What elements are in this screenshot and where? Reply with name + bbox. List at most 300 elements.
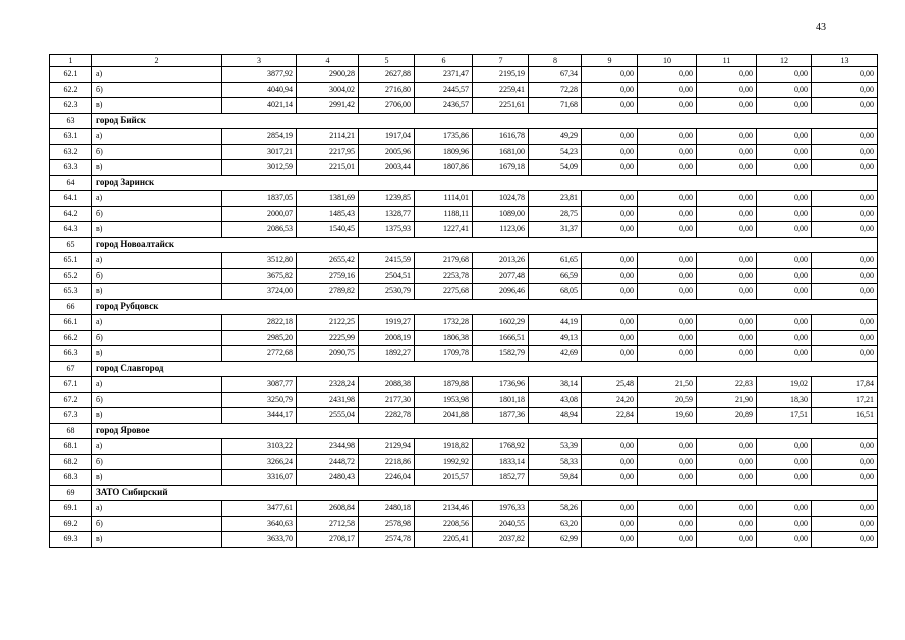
- table-cell: 0,00: [812, 67, 878, 83]
- section-id: 66: [50, 299, 92, 315]
- table-row: [50, 253, 878, 269]
- table-cell: 0,00: [757, 501, 812, 517]
- row-id: 65.2: [50, 268, 92, 284]
- table-cell: 2134,46: [415, 501, 473, 517]
- table-cell: 0,00: [582, 532, 638, 548]
- table-cell: 2415,59: [359, 253, 415, 269]
- row-id: 62.1: [50, 67, 92, 83]
- table-cell: 2985,20: [222, 330, 297, 346]
- row-id: 64.1: [50, 191, 92, 207]
- section-row: [50, 113, 878, 129]
- section-id: 68: [50, 423, 92, 439]
- column-header: 1: [50, 55, 92, 67]
- row-id: 66.1: [50, 315, 92, 331]
- table-cell: 0,00: [638, 284, 697, 300]
- table-cell: 0,00: [757, 346, 812, 362]
- table-cell: 0,00: [757, 268, 812, 284]
- table-cell: 0,00: [697, 532, 757, 548]
- table-cell: 1681,00: [473, 144, 529, 160]
- table-cell: 0,00: [697, 98, 757, 114]
- row-label: а): [92, 315, 222, 331]
- table-row: [50, 330, 878, 346]
- table-cell: 38,14: [529, 377, 582, 393]
- table-cell: 0,00: [638, 454, 697, 470]
- table-cell: 0,00: [812, 253, 878, 269]
- table-cell: 49,29: [529, 129, 582, 145]
- table-cell: 62,99: [529, 532, 582, 548]
- table-cell: 0,00: [757, 129, 812, 145]
- row-label: б): [92, 454, 222, 470]
- table-cell: 2991,42: [297, 98, 359, 114]
- table-cell: 2037,82: [473, 532, 529, 548]
- table-cell: 3087,77: [222, 377, 297, 393]
- column-header: 10: [638, 55, 697, 67]
- table-cell: 17,84: [812, 377, 878, 393]
- table-cell: 1328,77: [359, 206, 415, 222]
- table-cell: 0,00: [757, 67, 812, 83]
- table-cell: 2041,88: [415, 408, 473, 424]
- table-row: [50, 160, 878, 176]
- table-cell: 0,00: [697, 144, 757, 160]
- table-cell: 0,00: [697, 206, 757, 222]
- row-id: 63.1: [50, 129, 92, 145]
- table-cell: 3675,82: [222, 268, 297, 284]
- table-cell: 2789,82: [297, 284, 359, 300]
- table-cell: 1768,92: [473, 439, 529, 455]
- table-cell: 0,00: [638, 82, 697, 98]
- table-cell: 0,00: [697, 501, 757, 517]
- table-cell: 0,00: [812, 222, 878, 238]
- table-cell: 2225,99: [297, 330, 359, 346]
- section-row: [50, 237, 878, 253]
- row-id: 64.3: [50, 222, 92, 238]
- row-label: б): [92, 206, 222, 222]
- table-cell: 1852,77: [473, 470, 529, 486]
- table-cell: 1992,92: [415, 454, 473, 470]
- table-cell: 0,00: [812, 144, 878, 160]
- section-title: город Бийск: [92, 113, 878, 129]
- table-cell: 0,00: [757, 160, 812, 176]
- table-cell: 20,89: [697, 408, 757, 424]
- table-cell: 3512,80: [222, 253, 297, 269]
- table-cell: 1024,78: [473, 191, 529, 207]
- table-row: [50, 439, 878, 455]
- table-cell: 2015,57: [415, 470, 473, 486]
- table-cell: 59,84: [529, 470, 582, 486]
- table-cell: 0,00: [812, 532, 878, 548]
- table-cell: 2822,18: [222, 315, 297, 331]
- table-row: [50, 315, 878, 331]
- table-cell: 2008,19: [359, 330, 415, 346]
- table-cell: 2013,26: [473, 253, 529, 269]
- table-cell: 1732,28: [415, 315, 473, 331]
- table-cell: 4040,94: [222, 82, 297, 98]
- table-cell: 2555,04: [297, 408, 359, 424]
- table-row: [50, 532, 878, 548]
- table-cell: 0,00: [638, 98, 697, 114]
- table-cell: 2129,94: [359, 439, 415, 455]
- table-cell: 0,00: [812, 454, 878, 470]
- table-cell: 54,23: [529, 144, 582, 160]
- table-cell: 2077,48: [473, 268, 529, 284]
- table-cell: 20,59: [638, 392, 697, 408]
- table-cell: 2772,68: [222, 346, 297, 362]
- table-cell: 16,51: [812, 408, 878, 424]
- table-cell: 2246,04: [359, 470, 415, 486]
- column-header: 13: [812, 55, 878, 67]
- table-cell: 0,00: [582, 501, 638, 517]
- table-cell: 3724,00: [222, 284, 297, 300]
- table-cell: 0,00: [582, 222, 638, 238]
- table-cell: 0,00: [638, 191, 697, 207]
- row-label: а): [92, 253, 222, 269]
- table-row: [50, 268, 878, 284]
- table-cell: 2578,98: [359, 516, 415, 532]
- table-cell: 2275,68: [415, 284, 473, 300]
- table-cell: 0,00: [638, 330, 697, 346]
- table-cell: 2480,18: [359, 501, 415, 517]
- row-id: 67.2: [50, 392, 92, 408]
- table-row: [50, 377, 878, 393]
- table-cell: 43,08: [529, 392, 582, 408]
- table-cell: 0,00: [638, 222, 697, 238]
- table-cell: 1375,93: [359, 222, 415, 238]
- table-cell: 2480,43: [297, 470, 359, 486]
- table-cell: 2000,07: [222, 206, 297, 222]
- table-cell: 1801,18: [473, 392, 529, 408]
- row-label: а): [92, 439, 222, 455]
- row-label: а): [92, 191, 222, 207]
- table-cell: 2215,01: [297, 160, 359, 176]
- table-cell: 0,00: [638, 439, 697, 455]
- table-cell: 2179,68: [415, 253, 473, 269]
- table-cell: 0,00: [757, 206, 812, 222]
- table-cell: 2530,79: [359, 284, 415, 300]
- table-cell: 48,94: [529, 408, 582, 424]
- table-cell: 0,00: [697, 82, 757, 98]
- table-row: [50, 408, 878, 424]
- table-cell: 1709,78: [415, 346, 473, 362]
- table-cell: 61,65: [529, 253, 582, 269]
- row-label: б): [92, 516, 222, 532]
- table-cell: 1381,69: [297, 191, 359, 207]
- table-cell: 2208,56: [415, 516, 473, 532]
- row-id: 69.3: [50, 532, 92, 548]
- table-cell: 19,60: [638, 408, 697, 424]
- table-cell: 1735,86: [415, 129, 473, 145]
- table-cell: 3316,07: [222, 470, 297, 486]
- table-cell: 0,00: [582, 253, 638, 269]
- table-cell: 0,00: [697, 191, 757, 207]
- row-label: в): [92, 346, 222, 362]
- table-cell: 0,00: [638, 129, 697, 145]
- table-cell: 2712,58: [297, 516, 359, 532]
- row-id: 68.2: [50, 454, 92, 470]
- table-cell: 3877,92: [222, 67, 297, 83]
- table-cell: 1114,01: [415, 191, 473, 207]
- table-cell: 0,00: [757, 315, 812, 331]
- row-id: 65.3: [50, 284, 92, 300]
- table-cell: 1806,38: [415, 330, 473, 346]
- table-cell: 1833,14: [473, 454, 529, 470]
- table-cell: 44,19: [529, 315, 582, 331]
- column-header: 7: [473, 55, 529, 67]
- table-cell: 0,00: [697, 67, 757, 83]
- column-header: 2: [92, 55, 222, 67]
- table-cell: 0,00: [697, 222, 757, 238]
- section-id: 63: [50, 113, 92, 129]
- row-id: 62.3: [50, 98, 92, 114]
- table-cell: 3266,24: [222, 454, 297, 470]
- row-id: 63.3: [50, 160, 92, 176]
- table-cell: 1540,45: [297, 222, 359, 238]
- table-cell: 1679,18: [473, 160, 529, 176]
- table-cell: 49,13: [529, 330, 582, 346]
- table-cell: 0,00: [812, 98, 878, 114]
- row-label: б): [92, 144, 222, 160]
- row-label: в): [92, 408, 222, 424]
- row-id: 68.3: [50, 470, 92, 486]
- table-cell: 22,84: [582, 408, 638, 424]
- table-cell: 2253,78: [415, 268, 473, 284]
- table-cell: 2005,96: [359, 144, 415, 160]
- table-cell: 0,00: [638, 160, 697, 176]
- table-cell: 2574,78: [359, 532, 415, 548]
- table-row: [50, 454, 878, 470]
- column-header: 11: [697, 55, 757, 67]
- row-id: 68.1: [50, 439, 92, 455]
- table-cell: 22,83: [697, 377, 757, 393]
- table-cell: 18,30: [757, 392, 812, 408]
- table-cell: 0,00: [757, 222, 812, 238]
- table-cell: 1666,51: [473, 330, 529, 346]
- tariff-table: [49, 54, 878, 548]
- row-id: 65.1: [50, 253, 92, 269]
- table-cell: 0,00: [697, 129, 757, 145]
- table-cell: 3250,79: [222, 392, 297, 408]
- table-cell: 2088,38: [359, 377, 415, 393]
- table-row: [50, 82, 878, 98]
- table-cell: 2706,00: [359, 98, 415, 114]
- table-cell: 0,00: [757, 191, 812, 207]
- row-label: в): [92, 160, 222, 176]
- table-cell: 2040,55: [473, 516, 529, 532]
- table-cell: 0,00: [812, 516, 878, 532]
- table-row: [50, 206, 878, 222]
- table-cell: 0,00: [812, 501, 878, 517]
- table-cell: 2448,72: [297, 454, 359, 470]
- table-cell: 0,00: [812, 268, 878, 284]
- table-cell: 2251,61: [473, 98, 529, 114]
- table-cell: 0,00: [757, 98, 812, 114]
- table-cell: 0,00: [638, 315, 697, 331]
- table-cell: 71,68: [529, 98, 582, 114]
- table-row: [50, 129, 878, 145]
- table-cell: 0,00: [582, 82, 638, 98]
- table-cell: 28,75: [529, 206, 582, 222]
- table-cell: 1485,43: [297, 206, 359, 222]
- table-cell: 58,26: [529, 501, 582, 517]
- table-cell: 1188,11: [415, 206, 473, 222]
- table-cell: 2086,53: [222, 222, 297, 238]
- section-row: [50, 299, 878, 315]
- table-cell: 1616,78: [473, 129, 529, 145]
- table-cell: 0,00: [582, 439, 638, 455]
- table-cell: 3012,59: [222, 160, 297, 176]
- table-cell: 17,21: [812, 392, 878, 408]
- table-cell: 0,00: [757, 516, 812, 532]
- section-title: город Яровое: [92, 423, 878, 439]
- column-header: 8: [529, 55, 582, 67]
- page-number: 43: [816, 22, 826, 33]
- table-cell: 68,05: [529, 284, 582, 300]
- table-cell: 3444,17: [222, 408, 297, 424]
- table-cell: 1227,41: [415, 222, 473, 238]
- table-cell: 0,00: [582, 470, 638, 486]
- table-cell: 2328,24: [297, 377, 359, 393]
- table-cell: 1892,27: [359, 346, 415, 362]
- table-cell: 0,00: [582, 98, 638, 114]
- table-cell: 0,00: [638, 268, 697, 284]
- row-label: б): [92, 392, 222, 408]
- table-cell: 21,90: [697, 392, 757, 408]
- table-cell: 0,00: [582, 315, 638, 331]
- table-cell: 66,59: [529, 268, 582, 284]
- table-row: [50, 470, 878, 486]
- row-id: 69.1: [50, 501, 92, 517]
- row-id: 66.3: [50, 346, 92, 362]
- table-cell: 1976,33: [473, 501, 529, 517]
- row-label: в): [92, 222, 222, 238]
- table-cell: 0,00: [812, 160, 878, 176]
- table-cell: 19,02: [757, 377, 812, 393]
- table-cell: 1809,96: [415, 144, 473, 160]
- table-cell: 0,00: [582, 129, 638, 145]
- table-cell: 0,00: [638, 346, 697, 362]
- table-cell: 2504,51: [359, 268, 415, 284]
- row-label: в): [92, 98, 222, 114]
- table-cell: 1736,96: [473, 377, 529, 393]
- table-cell: 0,00: [697, 315, 757, 331]
- section-id: 69: [50, 485, 92, 501]
- table-row: [50, 501, 878, 517]
- section-title: город Заринск: [92, 175, 878, 191]
- table-cell: 3004,02: [297, 82, 359, 98]
- section-row: [50, 175, 878, 191]
- column-header: 3: [222, 55, 297, 67]
- table-cell: 0,00: [582, 516, 638, 532]
- table-cell: 1879,88: [415, 377, 473, 393]
- row-label: б): [92, 330, 222, 346]
- table-cell: 21,50: [638, 377, 697, 393]
- table-cell: 2282,78: [359, 408, 415, 424]
- section-row: [50, 485, 878, 501]
- table-cell: 0,00: [812, 191, 878, 207]
- row-id: 69.2: [50, 516, 92, 532]
- table-row: [50, 516, 878, 532]
- row-id: 63.2: [50, 144, 92, 160]
- table-cell: 63,20: [529, 516, 582, 532]
- row-id: 64.2: [50, 206, 92, 222]
- table-cell: 2708,17: [297, 532, 359, 548]
- table-cell: 67,34: [529, 67, 582, 83]
- table-cell: 3103,22: [222, 439, 297, 455]
- table-row: [50, 392, 878, 408]
- section-title: город Славгород: [92, 361, 878, 377]
- section-title: город Рубцовск: [92, 299, 878, 315]
- table-cell: 0,00: [582, 67, 638, 83]
- table-cell: 1123,06: [473, 222, 529, 238]
- table-cell: 4021,14: [222, 98, 297, 114]
- table-cell: 53,39: [529, 439, 582, 455]
- table-cell: 0,00: [582, 144, 638, 160]
- table-cell: 0,00: [812, 284, 878, 300]
- table-row: [50, 284, 878, 300]
- column-header: 6: [415, 55, 473, 67]
- table-cell: 2259,41: [473, 82, 529, 98]
- table-cell: 2627,88: [359, 67, 415, 83]
- table-cell: 0,00: [697, 516, 757, 532]
- table-cell: 24,20: [582, 392, 638, 408]
- table-cell: 1953,98: [415, 392, 473, 408]
- section-id: 67: [50, 361, 92, 377]
- table-cell: 1918,82: [415, 439, 473, 455]
- table-cell: 2096,46: [473, 284, 529, 300]
- table-cell: 3640,63: [222, 516, 297, 532]
- table-cell: 2436,57: [415, 98, 473, 114]
- table-cell: 0,00: [697, 346, 757, 362]
- table-cell: 0,00: [697, 160, 757, 176]
- table-cell: 1089,00: [473, 206, 529, 222]
- table-cell: 1919,27: [359, 315, 415, 331]
- column-header: 5: [359, 55, 415, 67]
- table-cell: 31,37: [529, 222, 582, 238]
- section-id: 65: [50, 237, 92, 253]
- table-cell: 0,00: [638, 206, 697, 222]
- table-cell: 0,00: [638, 144, 697, 160]
- table-cell: 0,00: [582, 191, 638, 207]
- table-cell: 1837,05: [222, 191, 297, 207]
- table-cell: 0,00: [582, 454, 638, 470]
- table-cell: 54,09: [529, 160, 582, 176]
- table-cell: 0,00: [757, 470, 812, 486]
- section-row: [50, 361, 878, 377]
- section-row: [50, 423, 878, 439]
- row-label: в): [92, 470, 222, 486]
- table-cell: 2900,28: [297, 67, 359, 83]
- table-cell: 3633,70: [222, 532, 297, 548]
- row-label: а): [92, 501, 222, 517]
- row-id: 67.3: [50, 408, 92, 424]
- table-cell: 2371,47: [415, 67, 473, 83]
- table-cell: 0,00: [812, 470, 878, 486]
- table-cell: 0,00: [812, 82, 878, 98]
- table-cell: 0,00: [638, 501, 697, 517]
- table-cell: 3017,21: [222, 144, 297, 160]
- table-cell: 0,00: [757, 144, 812, 160]
- row-id: 62.2: [50, 82, 92, 98]
- table-cell: 72,28: [529, 82, 582, 98]
- table-cell: 0,00: [757, 253, 812, 269]
- table-cell: 1877,36: [473, 408, 529, 424]
- table-row: [50, 222, 878, 238]
- table-cell: 25,48: [582, 377, 638, 393]
- table-cell: 0,00: [638, 532, 697, 548]
- table-cell: 58,33: [529, 454, 582, 470]
- table-cell: 2608,84: [297, 501, 359, 517]
- table-cell: 1582,79: [473, 346, 529, 362]
- table-cell: 0,00: [757, 284, 812, 300]
